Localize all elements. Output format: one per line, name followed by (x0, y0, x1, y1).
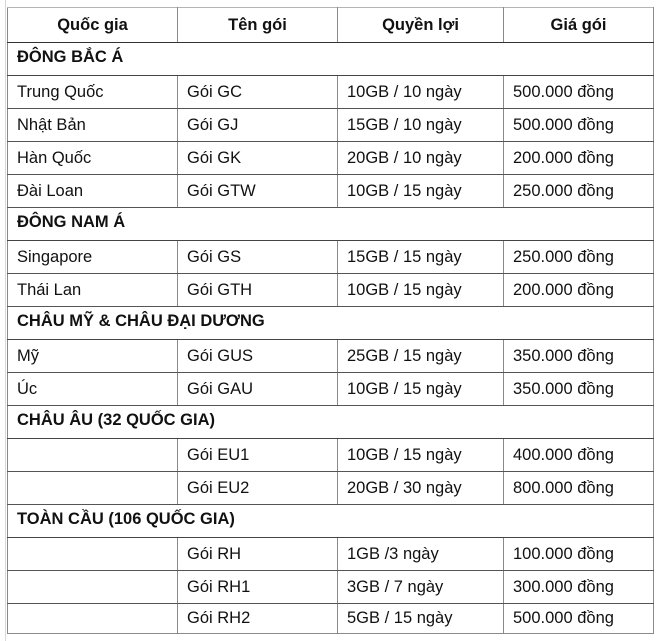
header-benefit: Quyền lợi (338, 8, 504, 43)
header-package-name: Tên gói (178, 8, 338, 43)
table-row (8, 175, 654, 208)
cell-country (8, 538, 178, 571)
table-row (8, 340, 654, 373)
cell-benefit: 20GB / 10 ngày (338, 142, 504, 175)
cell-country: Nhật Bản (8, 109, 178, 142)
cell-benefit: 10GB / 15 ngày (338, 175, 504, 208)
table-row (8, 439, 654, 472)
cell-benefit: 10GB / 15 ngày (338, 274, 504, 307)
cell-benefit: 20GB / 30 ngày (338, 472, 504, 505)
cell-package: Gói EU1 (178, 439, 338, 472)
cell-package: Gói RH (178, 538, 338, 571)
cell-package: Gói RH1 (178, 571, 338, 604)
region-label: TOÀN CẦU (106 QUỐC GIA) (8, 505, 654, 538)
cell-price: 250.000 đồng (504, 175, 654, 208)
table-row (8, 274, 654, 307)
roaming-package-table (7, 7, 654, 634)
cell-price: 500.000 đồng (504, 604, 654, 634)
cell-price: 200.000 đồng (504, 274, 654, 307)
table-row (8, 109, 654, 142)
table-header-row (8, 8, 654, 43)
table-row (8, 142, 654, 175)
table-row (8, 604, 654, 634)
cell-country: Trung Quốc (8, 76, 178, 109)
cell-benefit: 10GB / 10 ngày (338, 76, 504, 109)
cell-benefit: 15GB / 10 ngày (338, 109, 504, 142)
page-edge-line (5, 0, 6, 641)
region-row-americas-oceania (8, 307, 654, 340)
region-row-global (8, 505, 654, 538)
cell-country: Thái Lan (8, 274, 178, 307)
cell-price: 350.000 đồng (504, 340, 654, 373)
cell-benefit: 10GB / 15 ngày (338, 439, 504, 472)
table-row (8, 76, 654, 109)
cell-country (8, 472, 178, 505)
cell-benefit: 3GB / 7 ngày (338, 571, 504, 604)
table-row (8, 538, 654, 571)
cell-country: Singapore (8, 241, 178, 274)
cell-benefit: 1GB /3 ngày (338, 538, 504, 571)
table-row (8, 571, 654, 604)
region-row-southeast-asia (8, 208, 654, 241)
cell-price: 300.000 đồng (504, 571, 654, 604)
region-label: CHÂU MỸ & CHÂU ĐẠI DƯƠNG (8, 307, 654, 340)
cell-benefit: 10GB / 15 ngày (338, 373, 504, 406)
cell-package: Gói GC (178, 76, 338, 109)
cell-price: 250.000 đồng (504, 241, 654, 274)
cell-price: 500.000 đồng (504, 76, 654, 109)
cell-package: Gói GS (178, 241, 338, 274)
cell-package: Gói GJ (178, 109, 338, 142)
region-label: ĐÔNG NAM Á (8, 208, 654, 241)
cell-price: 800.000 đồng (504, 472, 654, 505)
cell-price: 350.000 đồng (504, 373, 654, 406)
cell-price: 200.000 đồng (504, 142, 654, 175)
cell-country (8, 571, 178, 604)
cell-price: 400.000 đồng (504, 439, 654, 472)
cell-package: Gói GK (178, 142, 338, 175)
table-row (8, 472, 654, 505)
cell-country (8, 604, 178, 634)
cell-package: Gói RH2 (178, 604, 338, 634)
region-label: CHÂU ÂU (32 QUỐC GIA) (8, 406, 654, 439)
cell-benefit: 25GB / 15 ngày (338, 340, 504, 373)
cell-country: Hàn Quốc (8, 142, 178, 175)
cell-package: Gói GAU (178, 373, 338, 406)
cell-package: Gói GTW (178, 175, 338, 208)
region-label: ĐÔNG BẮC Á (8, 43, 654, 76)
cell-package: Gói GUS (178, 340, 338, 373)
region-row-northeast-asia (8, 43, 654, 76)
cell-country: Mỹ (8, 340, 178, 373)
table-row (8, 373, 654, 406)
header-price: Giá gói (504, 8, 654, 43)
cell-package: Gói GTH (178, 274, 338, 307)
cell-price: 500.000 đồng (504, 109, 654, 142)
cell-country: Đài Loan (8, 175, 178, 208)
region-row-europe (8, 406, 654, 439)
cell-benefit: 15GB / 15 ngày (338, 241, 504, 274)
cell-package: Gói EU2 (178, 472, 338, 505)
cell-country: Úc (8, 373, 178, 406)
cell-price: 100.000 đồng (504, 538, 654, 571)
cell-country (8, 439, 178, 472)
cell-benefit: 5GB / 15 ngày (338, 604, 504, 634)
header-country: Quốc gia (8, 8, 178, 43)
table-row (8, 241, 654, 274)
